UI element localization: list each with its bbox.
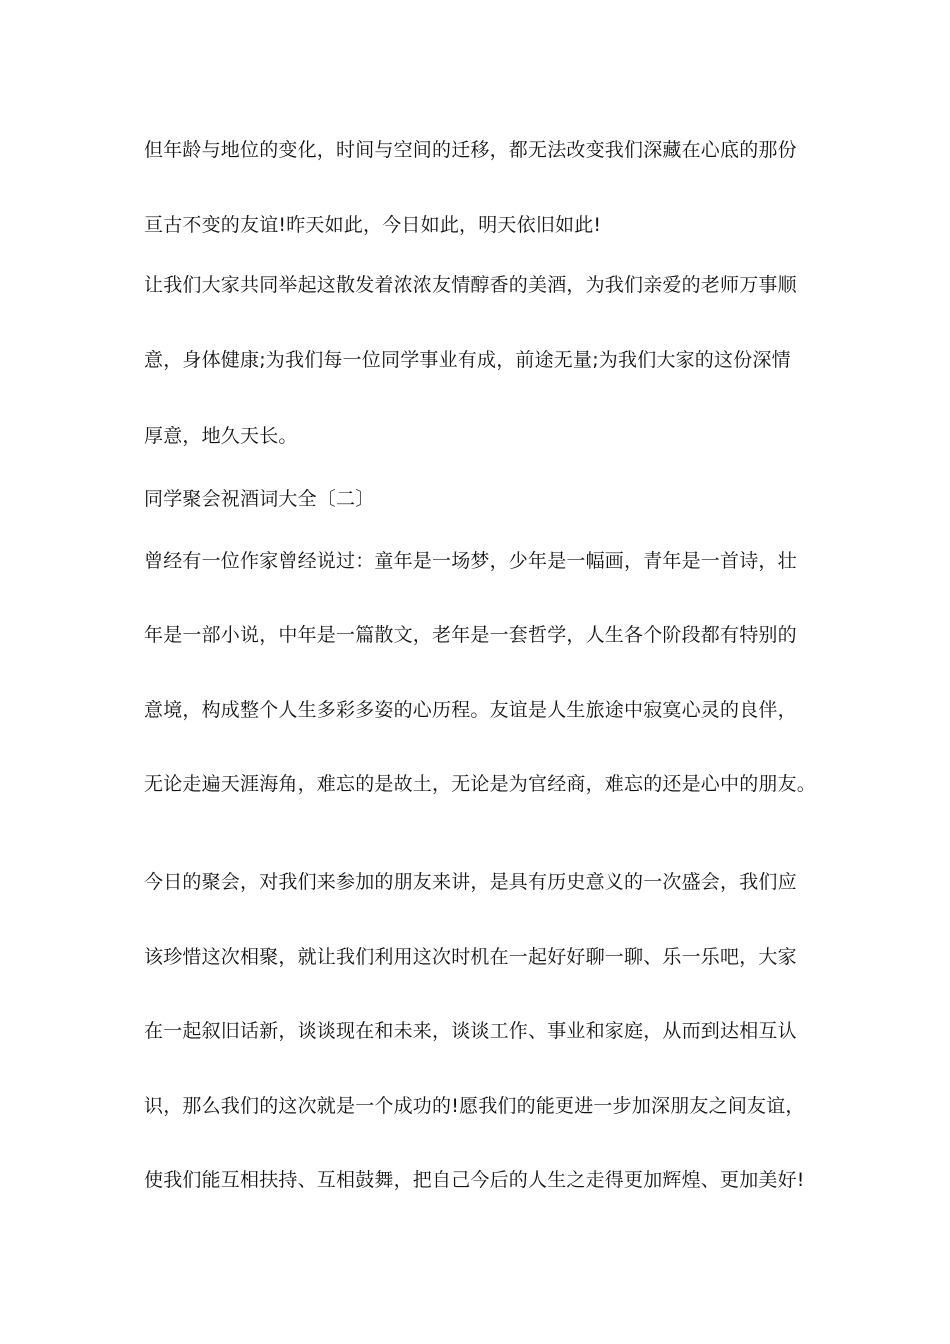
paragraph-line: 让我们大家共同举起这散发着浓浓友情醇香的美酒，为我们亲爱的老师万事顺 (144, 274, 797, 296)
paragraph-line: 识，那么我们的这次就是一个成功的!愿我们的能更进一步加深朋友之间友谊， (144, 1095, 805, 1117)
paragraph-line: 该珍惜这次相聚，就让我们利用这次时机在一起好好聊一聊、乐一乐吧，大家 (144, 946, 797, 968)
paragraph-line: 使我们能互相扶持、互相鼓舞，把自己今后的人生之走得更加辉煌、更加美好! (144, 1169, 805, 1191)
paragraph-line: 亘古不变的友谊!昨天如此，今日如此，明天依旧如此! (144, 214, 602, 236)
paragraph-line: 年是一部小说，中年是一篇散文，老年是一套哲学，人生各个阶段都有特别的 (144, 624, 797, 646)
paragraph-line: 无论走遍天涯海角，难忘的是故土，无论是为官经商，难忘的还是心中的朋友。 (144, 773, 817, 795)
paragraph-line: 今日的聚会，对我们来参加的朋友来讲，是具有历史意义的一次盛会，我们应 (144, 871, 797, 893)
paragraph-line: 在一起叙旧话新，谈谈现在和未来，谈谈工作、事业和家庭，从而到达相互认 (144, 1020, 797, 1042)
paragraph-line: 厚意，地久天长。 (144, 425, 298, 447)
paragraph-line: 但年龄与地位的变化，时间与空间的迁移，都无法改变我们深藏在心底的那份 (144, 139, 797, 161)
paragraph-line: 意，身体健康;为我们每一位同学事业有成，前途无量;为我们大家的这份深情 (144, 349, 791, 371)
section-heading: 同学聚会祝酒词大全〔二〕 (144, 488, 375, 510)
paragraph-line: 意境，构成整个人生多彩多姿的心历程。友谊是人生旅途中寂寞心灵的良伴， (144, 699, 797, 721)
paragraph-line: 曾经有一位作家曾经说过：童年是一场梦，少年是一幅画，青年是一首诗，壮 (144, 550, 797, 572)
